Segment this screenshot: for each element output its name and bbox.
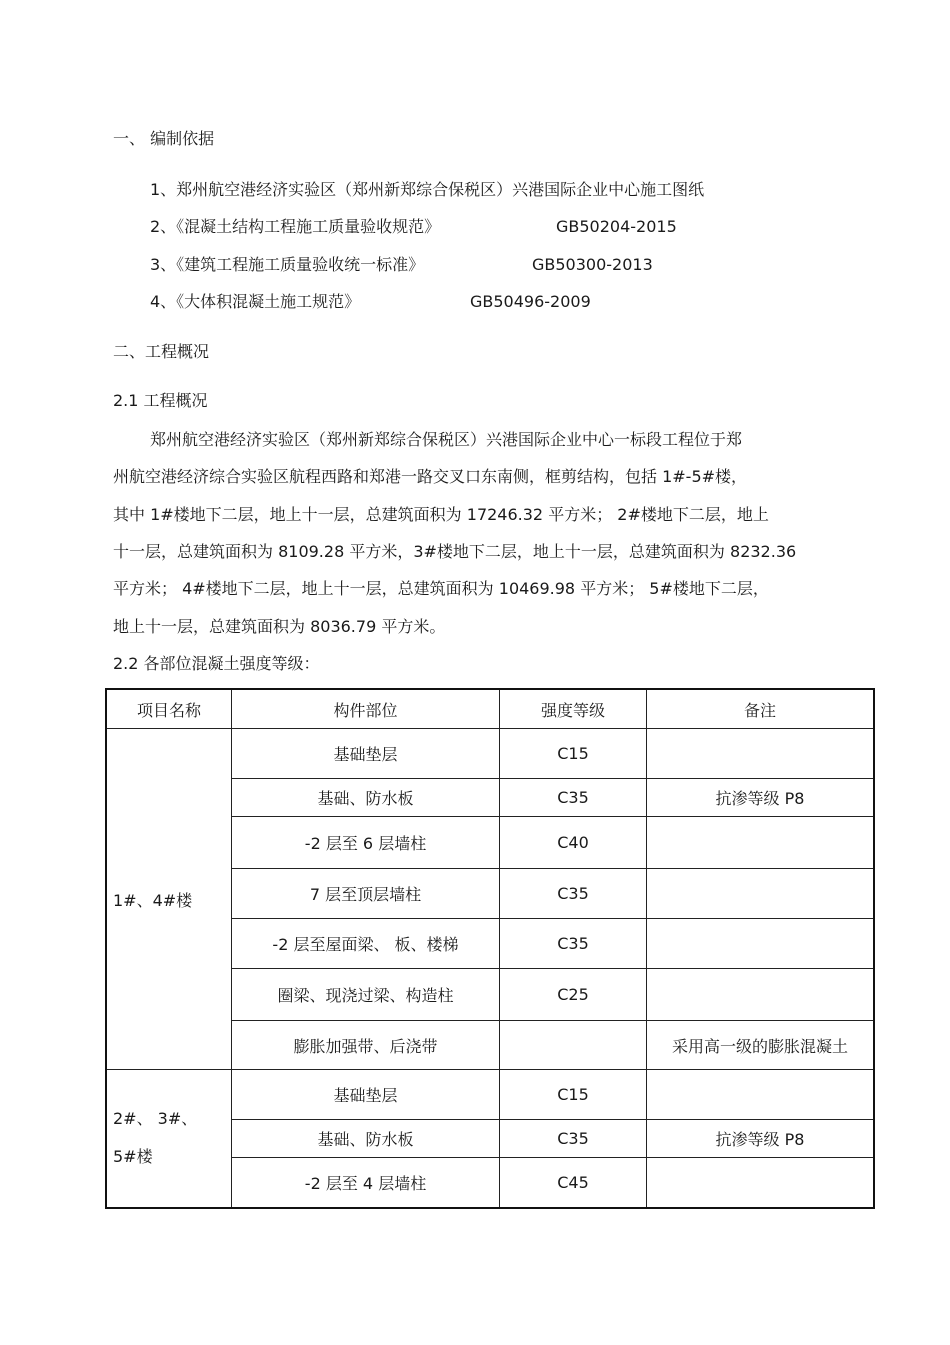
note-cell <box>647 919 875 969</box>
part-cell: 基础、防水板 <box>232 779 500 817</box>
basis-item-4-code: GB50496-2009 <box>470 292 591 311</box>
overview-line-2: 州航空港经济综合实验区航程西路和郑港一路交叉口东南侧，框剪结构，包括 1#-5#楼， <box>113 467 748 486</box>
subsection-2-1-title: 2.1 工程概况 <box>113 391 208 410</box>
note-cell: 抗渗等级 P8 <box>647 1120 875 1158</box>
note-cell <box>647 1070 875 1120</box>
basis-item-3-code: GB50300-2013 <box>532 255 653 274</box>
section2-title: 二、工程概况 <box>113 342 210 361</box>
concrete-grade-table <box>105 688 875 1209</box>
note-cell: 抗渗等级 P8 <box>647 779 875 817</box>
part-cell: -2 层至 6 层墙柱 <box>232 817 500 869</box>
part-cell: 基础垫层 <box>232 729 500 779</box>
grade-cell: C15 <box>500 1070 647 1120</box>
part-cell: -2 层至 4 层墙柱 <box>232 1158 500 1208</box>
table-row <box>106 1070 874 1120</box>
part-cell: 膨胀加强带、后浇带 <box>232 1021 500 1070</box>
note-cell <box>647 969 875 1021</box>
group-name-2-3-5: 2#、 3#、 5#楼 <box>106 1070 232 1208</box>
overview-line-1: 郑州航空港经济实验区（郑州新郑综合保税区）兴港国际企业中心一标段工程位于郑 <box>150 430 743 449</box>
overview-line-3: 其中 1#楼地下二层，地上十一层，总建筑面积为 17246.32 平方米； 2#楼地下二层，地上 <box>113 505 769 524</box>
header-project-name: 项目名称 <box>106 689 232 729</box>
basis-item-2-code: GB50204-2015 <box>556 217 677 236</box>
subsection-2-2-title: 2.2 各部位混凝土强度等级： <box>113 654 320 673</box>
grade-cell: C35 <box>500 919 647 969</box>
part-cell: 7 层至顶层墙柱 <box>232 869 500 919</box>
part-cell: 基础、防水板 <box>232 1120 500 1158</box>
grade-cell <box>500 1021 647 1070</box>
note-cell: 采用高一级的膨胀混凝土 <box>647 1021 875 1070</box>
grade-cell: C15 <box>500 729 647 779</box>
grade-cell: C35 <box>500 869 647 919</box>
grade-cell: C35 <box>500 1120 647 1158</box>
part-cell: 基础垫层 <box>232 1070 500 1120</box>
grade-cell: C40 <box>500 817 647 869</box>
note-cell <box>647 817 875 869</box>
overview-line-6: 地上十一层，总建筑面积为 8036.79 平方米。 <box>113 617 446 636</box>
part-cell: 圈梁、现浇过梁、构造柱 <box>232 969 500 1021</box>
header-strength-grade: 强度等级 <box>500 689 647 729</box>
note-cell <box>647 729 875 779</box>
basis-item-3: 3、《建筑工程施工质量验收统一标准》 <box>150 255 425 274</box>
basis-item-2: 2、《混凝土结构工程施工质量验收规范》 <box>150 217 441 236</box>
note-cell <box>647 1158 875 1208</box>
header-component-part: 构件部位 <box>232 689 500 729</box>
header-remarks: 备注 <box>647 689 875 729</box>
overview-line-4: 十一层，总建筑面积为 8109.28 平方米，3#楼地下二层，地上十一层，总建筑面积为 8232.36 <box>113 542 797 561</box>
table-header-row <box>106 689 874 729</box>
grade-cell: C45 <box>500 1158 647 1208</box>
grade-cell: C35 <box>500 779 647 817</box>
basis-item-4: 4、《大体积混凝土施工规范》 <box>150 292 361 311</box>
table-row <box>106 729 874 779</box>
section1-title: 一、 编制依据 <box>113 129 215 148</box>
group-name-1-4: 1#、4#楼 <box>106 729 232 1070</box>
basis-item-1: 1、郑州航空港经济实验区（郑州新郑综合保税区）兴港国际企业中心施工图纸 <box>150 180 705 199</box>
overview-line-5: 平方米； 4#楼地下二层，地上十一层，总建筑面积为 10469.98 平方米； 5#楼地下二层， <box>113 579 769 598</box>
part-cell: -2 层至屋面梁、 板、楼梯 <box>232 919 500 969</box>
note-cell <box>647 869 875 919</box>
grade-cell: C25 <box>500 969 647 1021</box>
